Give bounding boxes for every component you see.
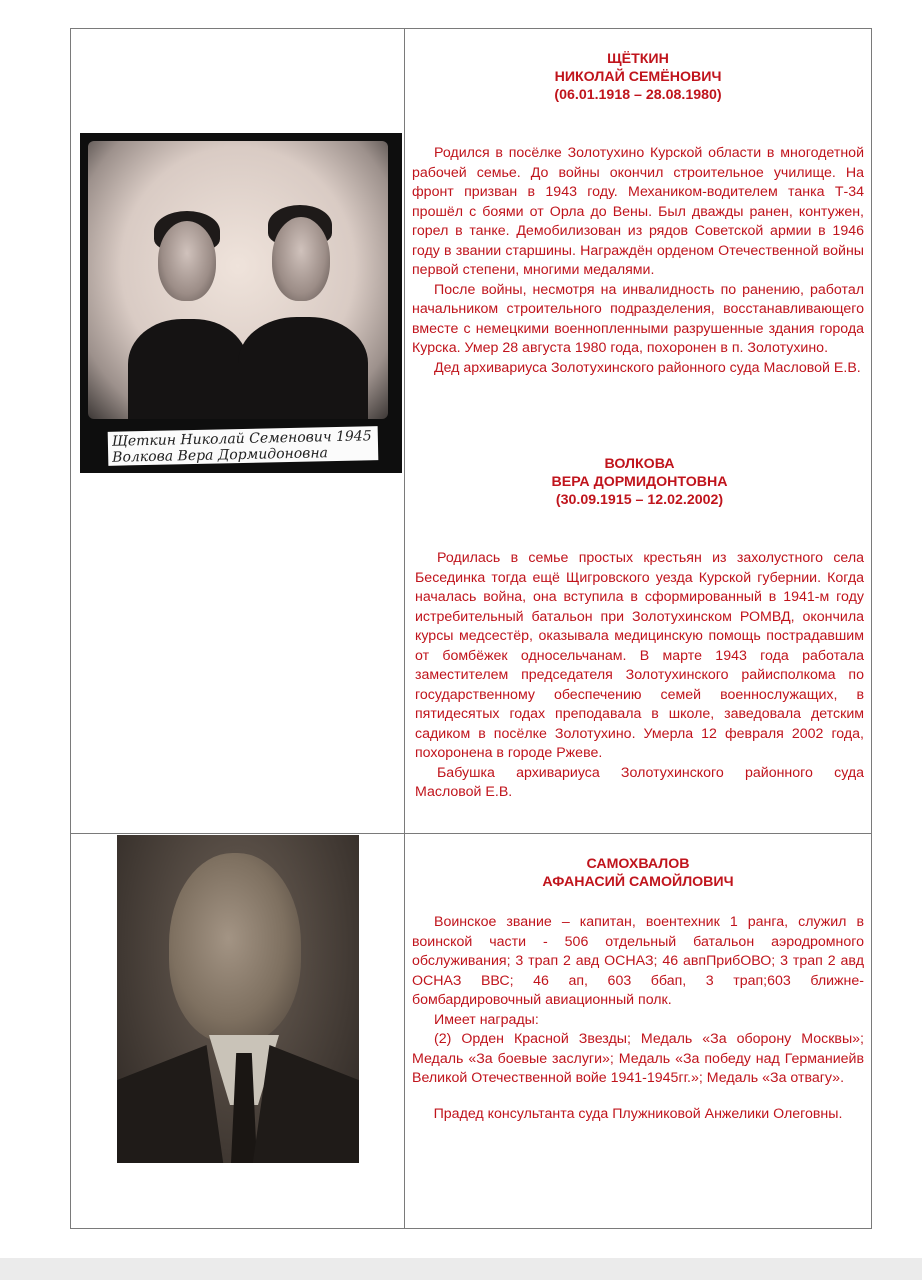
person1-relation: Дед архивариуса Золотухинского районного суда Масловой Е.В. xyxy=(434,359,861,376)
person2-bio-paragraph: Родилась в семье простых крестьян из захолустного села Бесединка тогда ещё Щигровского уезда Курской губернии. Когда началась война, она вступила в сформированный в 1941-м году истребительный батальон при Золотухинском РОМВД, окончила курсы медсестёр, оказывала медицинскую помощь пострадавшим от бомбёжек односельчанам. В марте 1943 года работала заместителем председателя Золотухинского райисполкома по государственному обеспечению семей военнослужащих, в пятидесятых годах преподавала в школе, заведовала детским садиком в посёлке Золотухино. Умерла 12 февраля 2002 года, похоронена в городе Ржеве. xyxy=(415,550,864,761)
officer-head xyxy=(169,853,301,1043)
couple-photo xyxy=(80,133,402,473)
person3-name: АФАНАСИЙ САМОЙЛОВИЧ xyxy=(542,874,734,890)
person1-section xyxy=(412,50,864,378)
row-divider xyxy=(71,833,871,834)
person3-relation: Прадед консультанта суда Плужниковой Анжелики Олеговны. xyxy=(433,1105,843,1122)
person3-service: Воинское звание – капитан, воентехник 1 ранга, служил в воинской части - 506 отдельный батальон аэродромного обслуживания; 3 трап 2 авд ОСНАЗ; 46 авпПрибОВО; 3 трап 2 авд ОСНАЗ ВВС; 46 ап, 603 ббап, 3 трап;603 ближне-бомбардировочный авиационный полк. xyxy=(412,914,864,1008)
person2-surname: ВОЛКОВА xyxy=(604,456,675,472)
person2-dates: (30.09.1915 – 12.02.2002) xyxy=(555,492,724,508)
memorial-table xyxy=(70,28,872,1229)
column-divider xyxy=(404,29,405,1228)
person1-dates: (06.01.1918 – 28.08.1980) xyxy=(554,87,722,103)
page-bottom-shadow xyxy=(0,1258,922,1280)
person1-bio-paragraph: После войны, несмотря на инвалидность по ранению, работал начальником строительного подразделения, восстанавливающего вместе с немецкими военнопленными разрушенные здания города Курска. Умер 28 августа 1980 года, похоронен в п. Золотухино. xyxy=(412,281,864,356)
person3-surname: САМОХВАЛОВ xyxy=(586,856,690,872)
man-figure xyxy=(238,169,368,419)
person1-name: НИКОЛАЙ СЕМЁНОВИЧ xyxy=(554,69,722,85)
person2-section xyxy=(415,455,864,803)
caption-line-1: Щеткин Николай Семенович 1945 xyxy=(111,428,372,450)
person3-awards: (2) Орден Красной Звезды; Медаль «За оборону Москвы»; Медаль «За боевые заслуги»; Медаль «За победу над Германиейв Великой Отечественной войе 1941-1945гг.»; Медаль «За отвагу». xyxy=(412,1031,864,1086)
person1-surname: ЩЁТКИН xyxy=(607,51,669,67)
person2-name: ВЕРА ДОРМИДОНТОВНА xyxy=(551,474,728,490)
caption-line-2: Волкова Вера Дормидоновна xyxy=(112,445,329,466)
person3-section xyxy=(412,855,864,1124)
officer-photo xyxy=(117,835,359,1163)
person1-bio-paragraph: Родился в посёлке Золотухино Курской области в многодетной рабочей семье. До войны окончил строительное училище. На фронт призван в 1943 году. Механиком-водителем танка Т-34 прошёл с боями от Орла до Вены. Был дважды ранен, контужен, горел в танке. Демобилизован из рядов Советской армии в 1946 году в звании старшины. Награждён орденом Отечественной войны первой степени, многими медалями. xyxy=(412,145,864,278)
woman-figure xyxy=(128,169,248,419)
photo-handwritten-caption xyxy=(108,426,379,466)
person3-awards-label: Имеет награды: xyxy=(434,1011,539,1028)
couple-photo-print xyxy=(88,141,388,419)
person2-relation: Бабушка архивариуса Золотухинского районного суда Масловой Е.В. xyxy=(415,764,864,800)
